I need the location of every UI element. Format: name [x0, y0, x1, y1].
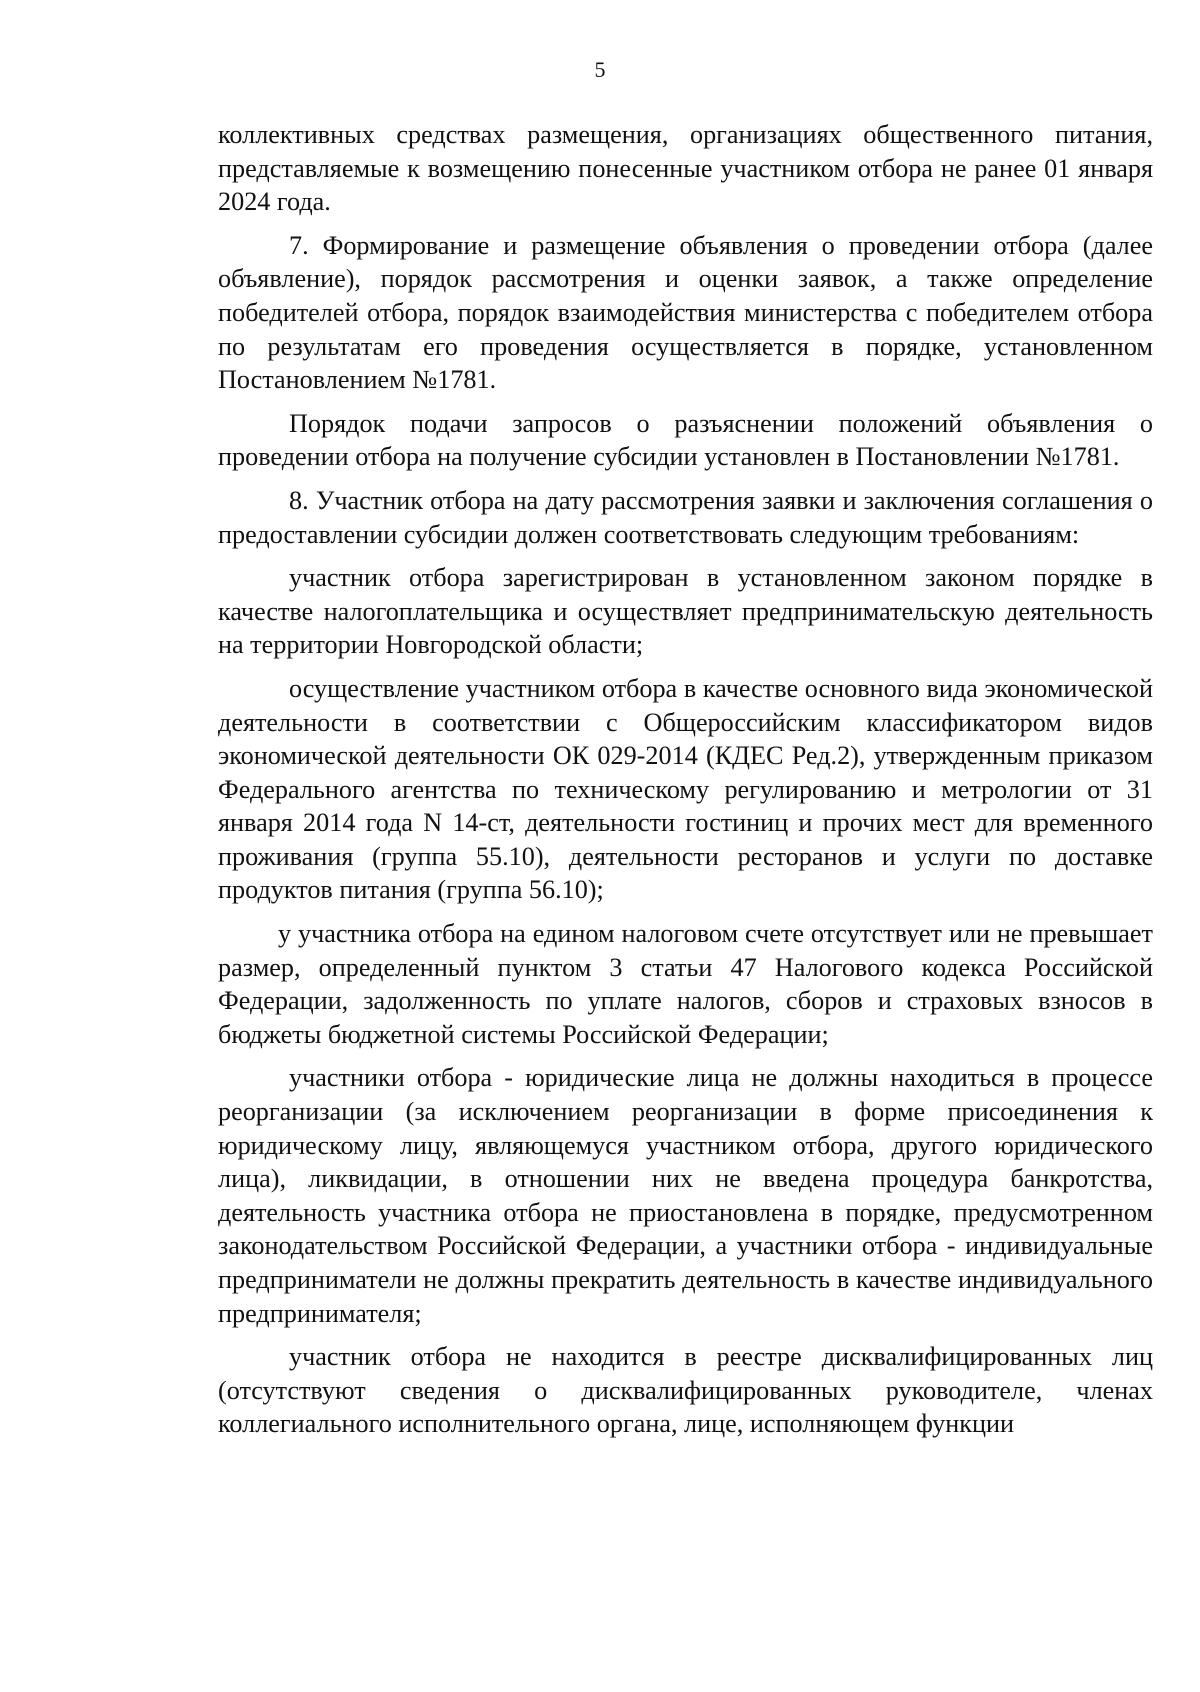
paragraph-item-8: 8. Участник отбора на дату рассмотрения заявки и заключения соглашения о предоставлении субсидии должен соответствовать следующим требованиям: [218, 485, 1153, 549]
page-number: 5 [594, 57, 606, 82]
document-body [218, 118, 1153, 1441]
paragraph-requirement-tax-debt: у участника отбора на едином налоговом счете отсутствует или не превышает размер, определенный пунктом 3 статьи 47 Налогового кодекса Российской Федерации, задолженность по уплате налогов, сборов и страховых взносов в бюджеты бюджетной системы Российской Федерации; [218, 919, 1153, 1049]
paragraph-requirement-reorganization: участники отбора - юридические лица не должны находиться в процессе реорганизации (за исключением реорганизации в форме присоединения к юридическому лицу, являющемуся участником отбора, другого юридического лица), ликвидации, в отношении них не введена процедура банкротства, деятельность участника отбора не приостановлена в порядке, предусмотренном законодательством Российской Федерации, а участники отбора - индивидуальные предприниматели не должны прекратить деятельность в качестве индивидуального предпринимателя; [218, 1063, 1153, 1328]
paragraph-requirement-disqualified: участник отбора не находится в реестре дисквалифицированных лиц (отсутствуют сведения о дисквалифицированных руководителе, членах коллегиального исполнительного органа, лице, исполняющем функции [218, 1342, 1153, 1439]
paragraph-requirement-activity: осуществление участником отбора в качестве основного вида экономической деятельности в соответствии с Общероссийским классификатором видов экономической деятельности ОК 029-2014 (КДЕС Ред.2), утвержденным приказом Федерального агентства по техническому регулированию и метрологии от 31 января 2014 года N 14-ст, деятельности гостиниц и прочих мест для временного проживания (группа 55.10), деятельности ресторанов и услуги по доставке продуктов питания (группа 56.10); [218, 673, 1153, 905]
paragraph-continuation: коллективных средствах размещения, организациях общественного питания, представляемые к возмещению понесенные участником отбора не ранее 01 января 2024 года. [218, 120, 1153, 217]
paragraph-item-7: 7. Формирование и размещение объявления о проведении отбора (далее объявление), порядок рассмотрения и оценки заявок, а также определение победителей отбора, порядок взаимодействия министерства с победителем отбора по результатам его проведения осуществляется в порядке, установленном Постановлением №1781. [218, 230, 1153, 395]
paragraph-requirement-registration: участник отбора зарегистрирован в установленном законом порядке в качестве налогоплательщика и осуществляет предпринимательскую деятельность на территории Новгородской области; [218, 563, 1153, 660]
paragraph-clarification-requests: Порядок подачи запросов о разъяснении положений объявления о проведении отбора на получение субсидии установлен в Постановлении №1781. [218, 408, 1153, 472]
